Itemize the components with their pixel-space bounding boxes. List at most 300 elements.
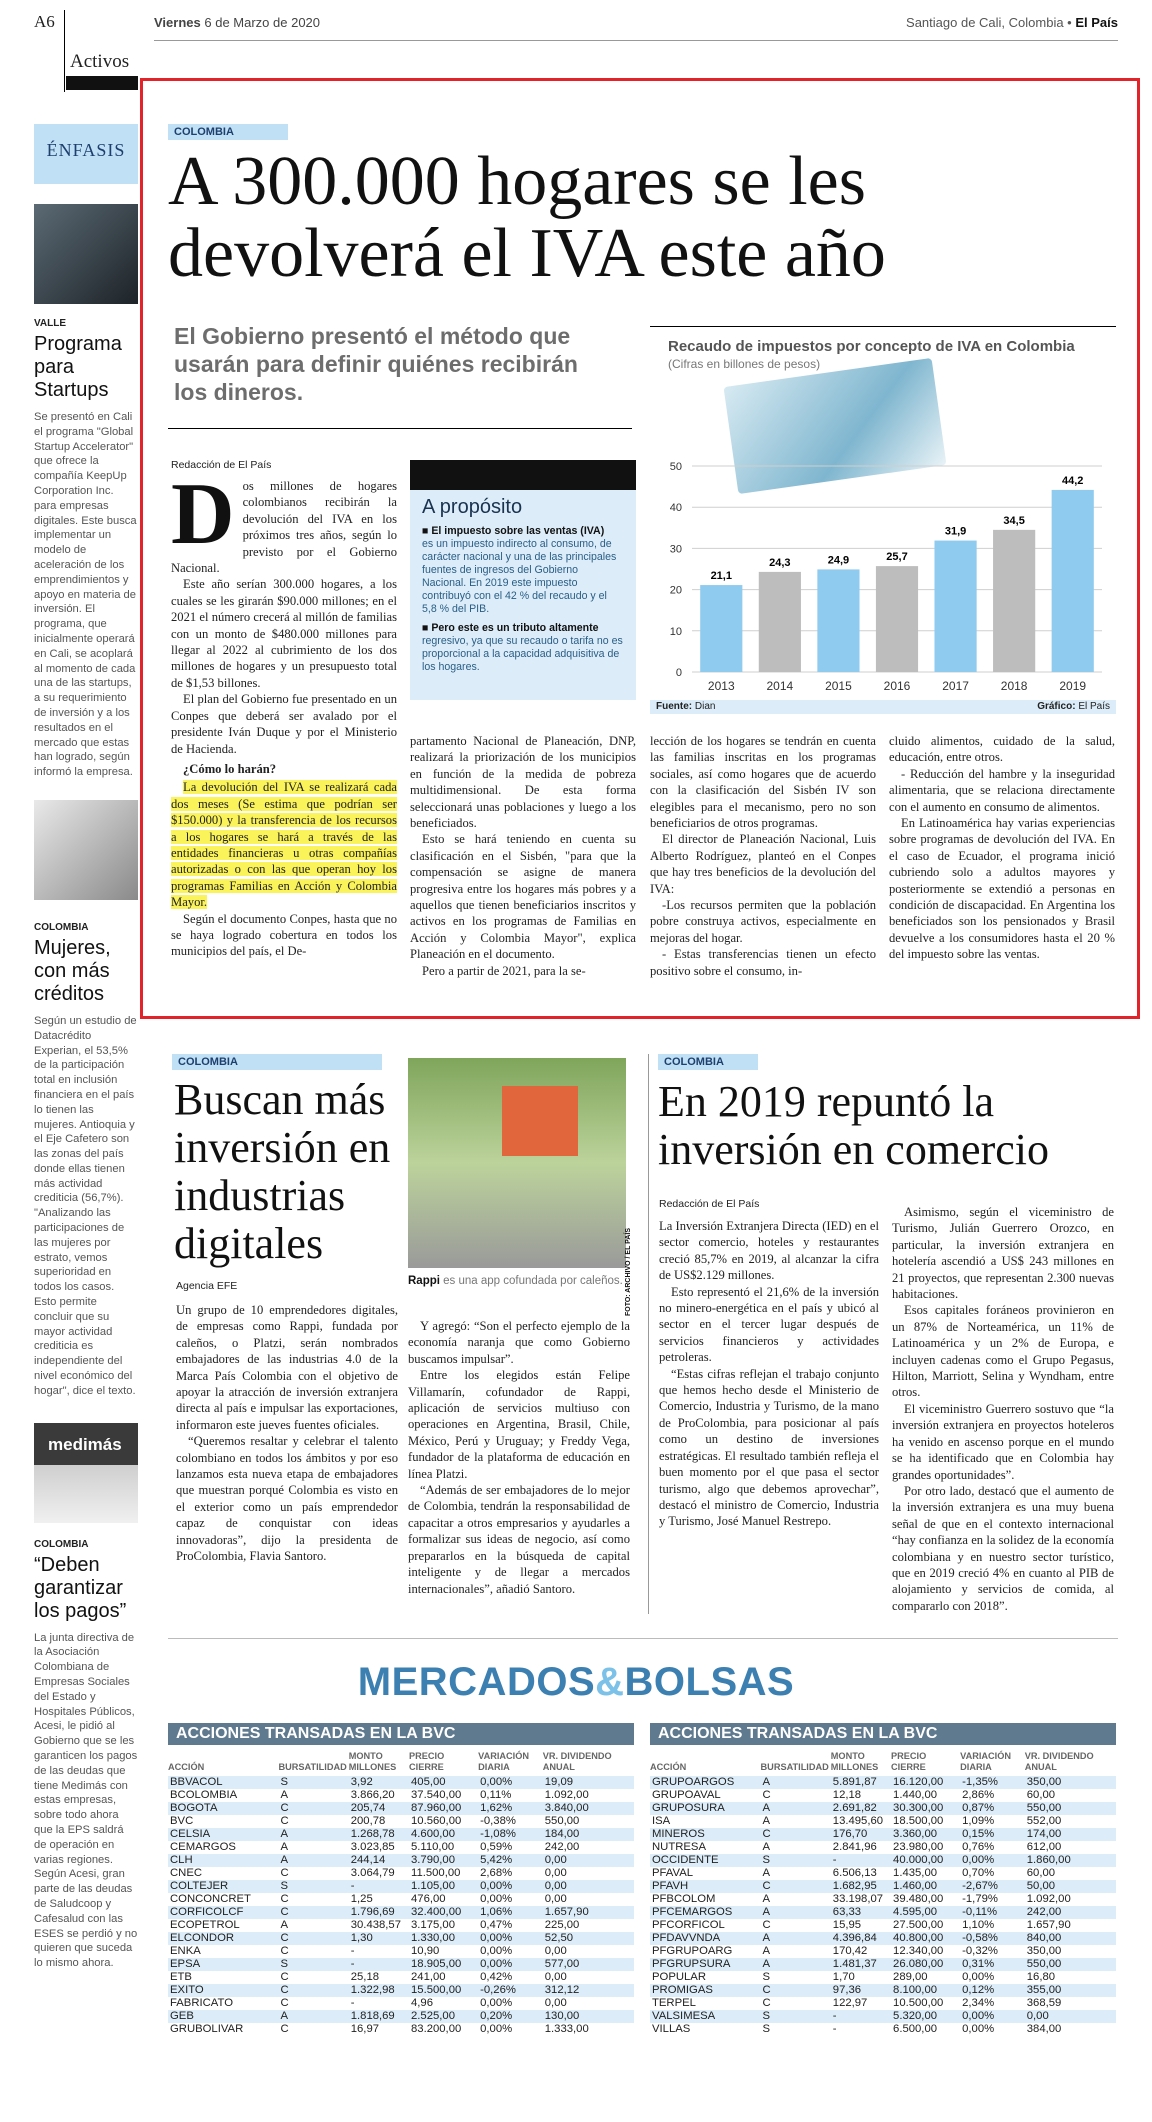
stock-cell: 0,00 <box>544 1867 567 1879</box>
stock-cell: PFCORFICOL <box>652 1919 725 1931</box>
stock-row <box>650 1828 1116 1841</box>
issue-date-rest: 6 de Marzo de 2020 <box>204 15 321 30</box>
stock-cell: A <box>279 1854 349 1867</box>
article2-p1: Un grupo de 10 emprendedores digitales, de empresas como Rappi, fundada por caleños, o Platzi, serán nombrados embajadores de las industrias 4.0 de la Marca País Colombia con el objetivo de apoyar la atracción de inversión extranjera directa al país e impulsar las exportaciones, informaron este jueves fuentes oficiales. <box>176 1303 398 1432</box>
stock-cell: 289,00 <box>893 1971 928 1983</box>
stock-row <box>650 1880 1116 1893</box>
stock-cell: C <box>280 1945 289 1957</box>
masthead-vrule <box>64 10 65 92</box>
rappi-box <box>502 1086 578 1156</box>
sidebar-body-3: La junta directiva de la Asociación Colombiana de Empresas Sociales del Estado y Hospitales Públicos, Acesi, le pidió al Gobierno que se les garanticen los pagos de las deudas que tiene Medimás con estas empresas, sobre todo ahora que la EPS saldrá de operación en varias regiones. Según Acesi, gran parte de las deudas de Saludcoop y Cafesalud con las ESES se perdió y no quieren que suceda lo mismo ahora. <box>34 1631 138 1970</box>
stock-row <box>168 1880 634 1893</box>
stock-cell: C <box>761 1828 831 1841</box>
stock-cell: C <box>279 1932 349 1945</box>
stock-cell: 2,86% <box>962 1789 995 1801</box>
article3-p7: Por otro lado, destacó que el aumento de la inversión extranjera es una muy buena señal de que en el contexto internacional “hay confianza en la solidez de la economía colombiana y en nuestro sector turístico, que en 2019 creció 4% en cuanto al PIB de alojamiento y servicios de comida, al compararlo con 2018”. <box>892 1483 1114 1613</box>
stock-cell: 242,00 <box>1025 1906 1116 1919</box>
stock-cell: 1.460,00 <box>891 1880 960 1893</box>
credit-photo <box>34 800 138 900</box>
stock-cell: A <box>280 1919 289 1931</box>
stock-cell: 16,97 <box>350 2023 380 2035</box>
sidebar-headline-1: Programa para Startups <box>34 333 122 401</box>
stock-cell: 0,00 <box>544 1971 567 1983</box>
stock-row <box>650 1776 1116 1789</box>
column-header: PRECIO CIERRE <box>409 1751 445 1772</box>
stock-cell: 1.818,69 <box>349 2010 409 2023</box>
stock-cell: 1.682,95 <box>831 1880 891 1893</box>
main-p4 <box>171 779 397 910</box>
stock-cell: 32.400,00 <box>409 1906 478 1919</box>
main-p5b: partamento Nacional de Planeación, DNP, realizará la priorización de los municipios en función de la medida de pobreza multidimensional. De esta forma seleccionará unas poblaciones y luego a los beneficiados. <box>410 734 636 831</box>
stock-cell: A <box>761 1802 831 1815</box>
article3-col-1 <box>659 1218 879 1530</box>
stock-cell: -0,38% <box>480 1815 516 1827</box>
stocks-right-title: ACCIONES TRANSADAS EN LA BVC <box>650 1723 1116 1745</box>
stock-cell: 3.840,00 <box>543 1802 634 1815</box>
rappi-photo-credit: FOTO: ARCHIVO / EL PAÍS <box>625 1228 632 1317</box>
issue-date <box>154 15 320 30</box>
stock-cell: -0,26% <box>478 1984 543 1997</box>
stock-cell: 10.560,00 <box>411 1815 462 1827</box>
x-tick-label: 2014 <box>766 679 794 693</box>
bar-value-label: 21,1 <box>710 570 732 583</box>
stock-cell: - <box>831 1854 891 1867</box>
stock-cell: 0,00% <box>478 1776 543 1789</box>
stock-cell: C <box>279 1802 349 1815</box>
stock-cell: 10,90 <box>411 1945 440 1957</box>
stock-cell: 3.023,85 <box>350 1841 395 1853</box>
article3-p6: El viceministro Guerrero sostuvo que “la inversión extranjera en proyectos hoteleros ha venido en ascenso porque en el mundo se ha identificado que en Colombia hay grandes oportunidades”. <box>892 1401 1114 1482</box>
stock-cell: 87.960,00 <box>409 1802 478 1815</box>
stock-cell: C <box>280 1815 289 1827</box>
stock-cell: 16.120,00 <box>891 1776 960 1789</box>
main-deck: El Gobierno presentó el método que usarán para definir quiénes recibirán los dineros. <box>174 323 578 405</box>
stock-cell: 1.092,00 <box>544 1789 589 1801</box>
stock-cell: A <box>279 1828 349 1841</box>
stock-cell: 40.000,00 <box>891 1854 960 1867</box>
stock-row <box>168 1789 634 1802</box>
stock-cell: 39.480,00 <box>893 1893 944 1905</box>
stock-cell: 63,33 <box>831 1906 891 1919</box>
stock-cell: -1,79% <box>962 1893 998 1905</box>
stocks-right-grid <box>650 1751 1116 2036</box>
sidebar-category-3: COLOMBIA <box>34 1538 89 1550</box>
stock-cell: A <box>761 1958 831 1971</box>
article3-headline: En 2019 repuntó la inversión en comercio <box>658 1077 1049 1174</box>
medimas-sign: medimás <box>48 1434 122 1454</box>
stock-cell: PFAVH <box>650 1880 761 1893</box>
stock-cell: GRUPOAVAL <box>652 1789 721 1801</box>
article2-p2: “Queremos resaltar y celebrar el talento colombiano en todos los ámbitos y por eso lanzamos esta nueva etapa de embajadores que muestran porqué Colombia es visto en el exterior como un país emprendedor capaz de conquistar con ideas innovadoras”, dijo la presidenta de ProColombia, Flavia Santoro. <box>176 1434 398 1564</box>
stock-cell: 1,09% <box>962 1815 995 1827</box>
article2-p4: Entre los elegidos están Felipe Villamarín, cofundador de Rappi, aplicación de servicios multiuso con operaciones en Argentina, Brasil, Chile, México, Perú y Uruguay; y Freddy Vega, fundador de la plataforma de educación en línea Platzi. <box>408 1368 630 1481</box>
stock-cell: C <box>280 1971 289 1983</box>
stock-cell: VILLAS <box>652 2023 691 2035</box>
stock-cell: BVC <box>170 1815 194 1827</box>
stock-cell: 0,47% <box>480 1919 513 1931</box>
stock-cell: 241,00 <box>411 1971 446 1983</box>
stock-cell: 1,30 <box>349 1932 409 1945</box>
y-tick-label: 0 <box>675 667 682 679</box>
sidebar-headline-2: Mujeres, con más créditos <box>34 936 111 1005</box>
column-header: PRECIO CIERRE <box>891 1751 927 1772</box>
stock-cell: ISA <box>652 1815 671 1827</box>
article3-byline: Redacción de El País <box>659 1198 760 1210</box>
column-header: VARIACIÓN DIARIA <box>960 1751 1012 1772</box>
stock-cell: BCOLOMBIA <box>170 1789 238 1801</box>
stock-cell: -0,58% <box>960 1932 1025 1945</box>
column-header: ACCIÓN <box>168 1762 205 1772</box>
bar-value-label: 24,3 <box>769 556 791 569</box>
stock-cell: CONCONCRET <box>170 1893 251 1905</box>
main-headline: A 300.000 hogares se les devolverá el IVA este año <box>168 143 886 292</box>
stock-cell: 3.790,00 <box>409 1854 478 1867</box>
stock-cell: 350,00 <box>1025 1776 1116 1789</box>
stock-cell: - <box>832 2023 837 2035</box>
stock-cell: 1.796,69 <box>349 1906 409 1919</box>
stock-cell: GRUBOLIVAR <box>170 2023 244 2035</box>
stock-cell: 476,00 <box>411 1893 446 1905</box>
main-p6: Esto se hará teniendo en cuenta su clasificación en el Sisbén, "para que la compensación se asigne de manera progresiva entre los hogares más pobres y a aquellos que tienen beneficiarios inscritos y activos en los programas de Familias en Acción y Colombia Mayor", explica Planeación en el documento. <box>410 832 636 962</box>
markets-title-amp: & <box>595 1660 625 1704</box>
stock-row <box>650 1945 1116 1958</box>
stock-cell: 1.330,00 <box>409 1932 478 1945</box>
stocks-left-body <box>168 1776 634 2036</box>
bar-value-label: 34,5 <box>1003 514 1025 527</box>
stock-cell: 60,00 <box>1026 1789 1056 1801</box>
drop-cap: D <box>171 466 235 563</box>
y-tick-label: 30 <box>669 543 682 556</box>
column-header: VR. DIVIDENDO ANUAL <box>542 1751 612 1772</box>
stock-cell: 15.500,00 <box>409 1984 478 1997</box>
stock-cell: 1.860,00 <box>1025 1854 1116 1867</box>
stock-cell: POPULAR <box>652 1971 706 1983</box>
paper-name: El País <box>1075 15 1118 30</box>
stock-cell: BOGOTA <box>168 1802 279 1815</box>
stock-cell: PFBCOLOM <box>652 1893 716 1905</box>
stock-cell: COLTEJER <box>168 1880 279 1893</box>
article2-col-2 <box>408 1318 630 1597</box>
stock-cell: 1.440,00 <box>893 1789 938 1801</box>
aproposito-bar <box>410 460 636 490</box>
article2-p5: “Además de ser embajadores de lo mejor de Colombia, tendrán la responsabilidad de capacitar a otros empresarios y ayudarles a formalizar sus ideas de negocio, así como prepararlos en la búsqueda de capital inteligente y de llegar a mercados internacionales”, añadió Santoro. <box>408 1483 630 1596</box>
stock-cell: 355,00 <box>1025 1984 1116 1997</box>
stock-cell: 0,00% <box>478 1932 543 1945</box>
chart-credit: El País <box>1078 701 1110 712</box>
stock-cell: 368,59 <box>1026 1997 1062 2009</box>
aproposito-b1-title: ■ El impuesto sobre las ventas (IVA) <box>422 525 605 537</box>
chart-title: Recaudo de impuestos por concepto de IVA en Colombia <box>668 338 1075 355</box>
stock-cell: 1,10% <box>962 1919 995 1931</box>
markets-title-a: MERCADOS <box>357 1660 596 1704</box>
stock-cell: PFDAVVNDA <box>650 1932 761 1945</box>
stock-cell: A <box>762 1841 771 1853</box>
stock-cell: 0,11% <box>480 1789 512 1801</box>
stock-cell: CELSIA <box>168 1828 279 1841</box>
stock-cell: 0,20% <box>478 2010 543 2023</box>
main-col-1 <box>171 466 397 960</box>
stock-cell: 1,06% <box>478 1906 543 1919</box>
stock-row <box>168 2010 634 2023</box>
stock-cell: 18.500,00 <box>893 1815 944 1827</box>
stock-row <box>168 2023 634 2036</box>
chart-bar <box>700 585 742 672</box>
stock-cell: 242,00 <box>544 1841 580 1853</box>
main-p9: -Los recursos permiten que la población pobre construya activos, especialmente en mejoras del hogar. <box>650 898 876 945</box>
chart-footer <box>650 700 1116 714</box>
stock-cell: 0,00% <box>478 1958 543 1971</box>
stock-cell: 50,00 <box>1025 1880 1116 1893</box>
stock-row <box>168 1815 634 1828</box>
stock-cell: CEMARGOS <box>170 1841 236 1853</box>
stock-row <box>650 1984 1116 1997</box>
stock-cell: 552,00 <box>1026 1815 1062 1827</box>
stock-cell: 1.657,90 <box>543 1906 634 1919</box>
sidebar-body-1: Se presentó en Cali el programa "Global Startup Accelerator" que ofrece la compañía KeepUp Corporation Inc. para empresas digitales. Este busca implementar un modelo de aceleración de los emprendimientos y apoyo en materia de inversión. El programa, que inicialmente operará en Cali, se acoplará al momento de cada una de las startups, a su requerimiento de inversión y a los resultados en el mercado que estas han logrado, según informó la empresa. <box>34 411 137 779</box>
stock-cell: PFCEMARGOS <box>650 1906 761 1919</box>
stock-cell: 405,00 <box>409 1776 478 1789</box>
stock-row <box>650 1971 1116 1984</box>
masthead <box>34 10 1118 50</box>
chart-bar <box>934 541 976 672</box>
stock-cell: 0,00 <box>543 1880 634 1893</box>
stock-cell: 0,00% <box>480 1893 513 1905</box>
stock-cell: PFGRUPSURA <box>650 1958 761 1971</box>
main-p10b: cluido alimentos, cuidado de la salud, educación, entre otros. <box>889 734 1115 765</box>
stock-cell: 10.500,00 <box>893 1997 944 2009</box>
stock-row <box>650 2023 1116 2036</box>
stock-cell: A <box>762 1815 771 1827</box>
iva-chart <box>650 326 1116 712</box>
stock-cell: S <box>761 1854 831 1867</box>
bar-value-label: 44,2 <box>1062 474 1084 487</box>
stock-cell: 0,12% <box>960 1984 1025 1997</box>
chart-bar <box>759 572 801 672</box>
stock-cell: 840,00 <box>1025 1932 1116 1945</box>
bar-value-label: 25,7 <box>886 551 908 564</box>
stock-cell: 350,00 <box>1026 1945 1062 1957</box>
stock-cell: 0,00% <box>962 2023 995 2035</box>
stock-cell: S <box>279 1958 349 1971</box>
y-tick-label: 10 <box>669 625 682 638</box>
article3-p1: La Inversión Extranjera Directa (IED) en el sector comercio, hoteles y restaurantes creció 85,7% en 2019, al alcanzar la cifra de US$2.129 millones. <box>659 1219 879 1283</box>
stock-cell: 16,80 <box>1026 1971 1056 1983</box>
stock-cell: ENKA <box>170 1945 201 1957</box>
stock-cell: 1.481,37 <box>831 1958 891 1971</box>
aproposito-body <box>410 523 636 674</box>
medimas-photo <box>34 1423 138 1523</box>
stock-cell: 12.340,00 <box>893 1945 944 1957</box>
article3-p5: Esos capitales foráneos provinieron en un 87% de Norteamérica, un 11% de Latinoamérica y un 2% de Europa, e incluyen cadenas como el Grupo Pegasus, Hilton, Marriott, Selina y Wyndham, entre otros. <box>892 1303 1114 1400</box>
stock-cell: C <box>280 1867 289 1879</box>
stock-cell: CORFICOLCF <box>168 1906 279 1919</box>
main-p11: - Reducción del hambre y la inseguridad alimentaria, que se relaciona directamente con el aumento en consumo de alimentos. <box>889 766 1115 814</box>
stock-row <box>168 1776 634 1789</box>
stock-cell: 5.110,00 <box>411 1841 455 1853</box>
stock-cell: 612,00 <box>1026 1841 1062 1853</box>
stock-cell: 130,00 <box>543 2010 634 2023</box>
stock-cell: 40.800,00 <box>891 1932 960 1945</box>
stock-cell: 0,00 <box>544 1945 567 1957</box>
stock-cell: 1.268,78 <box>349 1828 409 1841</box>
stock-cell: 37.540,00 <box>411 1789 462 1801</box>
stock-cell: 122,97 <box>832 1997 868 2009</box>
section-bar <box>66 76 138 90</box>
stock-cell: 312,12 <box>543 1984 634 1997</box>
column-header: MONTO MILLONES <box>830 1751 879 1772</box>
main-tag: COLOMBIA <box>168 124 288 140</box>
stock-cell: 0,87% <box>960 1802 1025 1815</box>
source-label: Fuente: <box>656 701 693 712</box>
stock-cell: C <box>761 1880 831 1893</box>
stock-cell: C <box>279 1906 349 1919</box>
stock-cell: C <box>280 1997 289 2009</box>
stock-row <box>168 1945 634 1958</box>
column-header: VR. DIVIDENDO ANUAL <box>1024 1751 1094 1772</box>
stock-cell: 0,76% <box>962 1841 995 1853</box>
stock-row <box>650 1932 1116 1945</box>
chart-bar <box>993 530 1035 672</box>
article2-byline: Agencia EFE <box>176 1280 238 1292</box>
stock-cell: 1,62% <box>478 1802 543 1815</box>
column-header: MONTO MILLONES <box>348 1751 397 1772</box>
stock-cell: C <box>280 1893 289 1905</box>
main-p1 <box>171 466 397 576</box>
stock-cell: 550,00 <box>1025 1958 1116 1971</box>
stock-cell: 174,00 <box>1025 1828 1116 1841</box>
stock-row <box>168 1997 634 2010</box>
stock-cell: 12,18 <box>832 1789 862 1801</box>
x-tick-label: 2013 <box>707 679 735 693</box>
stock-cell: 170,42 <box>832 1945 868 1957</box>
stock-cell: 5,42% <box>478 1854 543 1867</box>
location-text: Santiago de Cali, Colombia • <box>906 15 1072 30</box>
stock-cell: S <box>279 1880 349 1893</box>
stock-cell: 184,00 <box>543 1828 634 1841</box>
stock-cell: 1.333,00 <box>544 2023 589 2035</box>
stock-row <box>650 1906 1116 1919</box>
stock-cell: 0,00% <box>480 2023 513 2035</box>
stock-cell: 1,70 <box>832 1971 855 1983</box>
stock-row <box>650 1854 1116 1867</box>
stock-cell: 1,25 <box>350 1893 373 1905</box>
main-p8: El director de Planeación Nacional, Luis Alberto Rodríguez, planteó en el Conpes que hay tres beneficios de la devolución del IVA: <box>650 832 876 896</box>
stock-row <box>650 1893 1116 1906</box>
highlighted-text: La devolución del IVA se realizará cada dos meses (Se estima que podrían ser $150.000) y la transferencia de los recursos a los hogares se hará a través de las entidades financieras u otras compañías autorizadas o con las que operan hoy los programas Familias en Acción y Colombia Mayor. <box>171 780 397 910</box>
stock-cell: TERPEL <box>652 1997 696 2009</box>
deck-rule <box>168 428 632 429</box>
stock-row <box>650 2010 1116 2023</box>
stock-cell: C <box>761 1984 831 1997</box>
stock-cell: 0,31% <box>960 1958 1025 1971</box>
rappi-caption <box>408 1274 626 1288</box>
section-title: Activos <box>70 51 130 72</box>
stock-cell: C <box>762 1789 771 1801</box>
stock-row <box>650 1789 1116 1802</box>
stock-cell: EPSA <box>168 1958 279 1971</box>
stock-cell: 19,09 <box>543 1776 634 1789</box>
stock-cell: A <box>762 1893 771 1905</box>
stock-cell: 25,18 <box>350 1971 380 1983</box>
article3-p2: Esto representó el 21,6% de la inversión no minero-energética en el país y ubicó al sector en el tercer lugar después de servicios financieros y actividades petroleras. <box>659 1284 879 1365</box>
y-tick-label: 20 <box>669 584 682 597</box>
stock-cell: 3.175,00 <box>411 1919 455 1931</box>
stock-cell: CNEC <box>170 1867 203 1879</box>
stock-cell: 83.200,00 <box>411 2023 462 2035</box>
stock-cell: ELCONDOR <box>168 1932 279 1945</box>
stock-cell: 27.500,00 <box>893 1919 944 1931</box>
stock-cell: 0,00% <box>480 1945 513 1957</box>
stock-row <box>168 1854 634 1867</box>
article2-headline: Buscan más inversión en industrias digitales <box>174 1075 391 1268</box>
stock-cell: ECOPETROL <box>170 1919 240 1931</box>
stock-cell: GRUPOARGOS <box>650 1776 761 1789</box>
stock-cell: S <box>279 1776 349 1789</box>
stock-row <box>168 1867 634 1880</box>
aproposito-title: A propósito <box>422 496 523 518</box>
stock-cell: - <box>831 2010 891 2023</box>
stock-cell: 60,00 <box>1026 1867 1056 1879</box>
stock-cell: -0,32% <box>962 1945 998 1957</box>
main-p12: En Latinoamérica hay varias experiencias sobre programas de devolución del IVA. En el caso de Ecuador, el programa inició cubriendo solo a adultos mayores y posteriormente se extendió a personas en condición de discapacidad. En Argentina los beneficiados son los pensionados y Brasil devuelve a los consumidores hasta el 20 % del impuesto sobre las ventas. <box>889 816 1115 962</box>
stocks-right-body <box>650 1776 1116 2036</box>
article2-tag: COLOMBIA <box>172 1054 382 1070</box>
stock-row <box>650 1919 1116 1932</box>
stock-cell: 200,78 <box>350 1815 386 1827</box>
stocks-left-header <box>168 1751 634 1776</box>
stock-row <box>650 1997 1116 2010</box>
stock-cell: 1.322,98 <box>349 1984 409 1997</box>
main-col-3 <box>650 733 876 979</box>
stock-cell: A <box>279 2010 349 2023</box>
stock-cell: 4,96 <box>411 1997 433 2009</box>
stock-cell: 11.500,00 <box>411 1867 461 1879</box>
main-p10a: - Estas transferencias tienen un efecto positivo sobre el consumo, in- <box>650 947 876 978</box>
stock-cell: C <box>280 2023 289 2035</box>
main-p7b: lección de los hogares se tendrán en cuenta las familias inscritas en los programas sociales, así como hogares que de acuerdo con la clasificación del Sisbén IV son elegibles para el mecanismo, pero no son beneficiarios de otros programas. <box>650 734 876 831</box>
stock-cell: C <box>279 1984 349 1997</box>
stocks-left-grid <box>168 1751 634 2036</box>
stock-cell: OCCIDENTE <box>650 1854 761 1867</box>
stock-cell: 384,00 <box>1026 2023 1062 2035</box>
stock-cell: 4.600,00 <box>409 1828 478 1841</box>
stock-row <box>650 1958 1116 1971</box>
stock-cell: A <box>762 1945 771 1957</box>
stock-row <box>650 1802 1116 1815</box>
stock-cell: 5.320,00 <box>891 2010 960 2023</box>
bar-value-label: 24,9 <box>827 554 850 567</box>
stock-cell: 244,14 <box>349 1854 409 1867</box>
sidebar-title: ÉNFASIS <box>34 124 138 184</box>
stock-cell: - <box>349 1880 409 1893</box>
stock-cell: 5.891,87 <box>831 1776 891 1789</box>
sidebar-headline-3: “Deben garantizar los pagos” <box>34 1553 127 1622</box>
article3-col-2 <box>892 1204 1114 1614</box>
bar-value-label: 31,9 <box>944 525 967 538</box>
stock-cell: CLH <box>168 1854 279 1867</box>
stock-cell: 577,00 <box>543 1958 634 1971</box>
credit-label: Gráfico: <box>1037 701 1076 712</box>
stocks-right-header <box>650 1751 1116 1776</box>
stock-cell: 0,70% <box>962 1867 995 1879</box>
aproposito-box <box>410 460 636 700</box>
article-divider <box>648 1054 649 1614</box>
markets-title <box>0 1660 1152 1705</box>
stock-cell: PFAVAL <box>652 1867 694 1879</box>
stock-cell: 225,00 <box>544 1919 580 1931</box>
stock-cell: 2,68% <box>480 1867 513 1879</box>
stock-cell: C <box>762 1997 771 2009</box>
